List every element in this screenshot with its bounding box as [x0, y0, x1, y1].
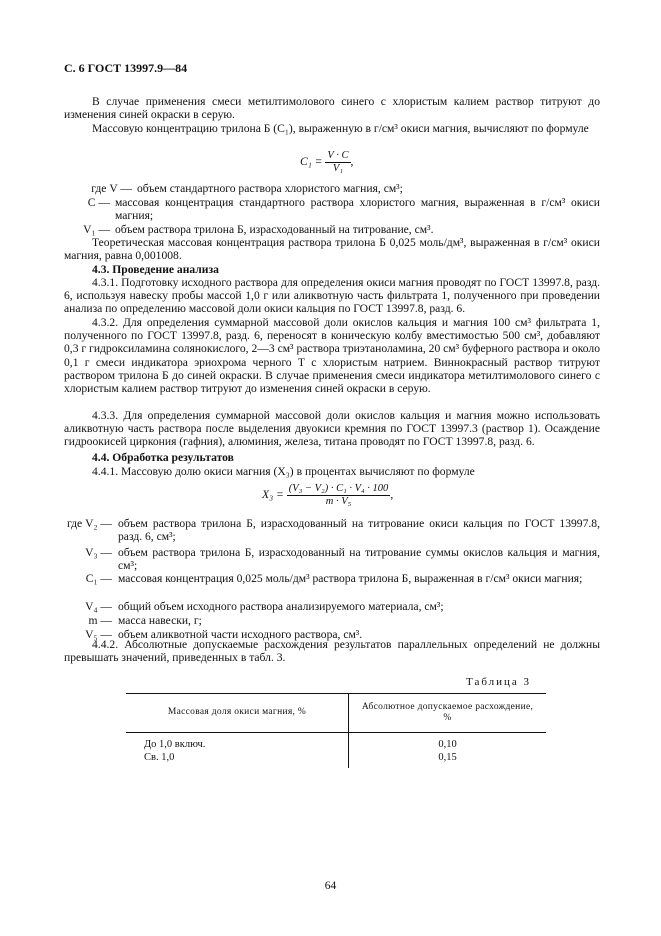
formula-x3 [262, 483, 393, 508]
def-text: объем раствора трилона Б, израсходованный на титрование суммы окислов кальция и магния, см³; [118, 546, 600, 573]
def-text: объем раствора трилона Б, израсходованный на титрование окиси кальция по ГОСТ 13997.8, разд. 6, см³; [118, 517, 600, 544]
tolerance-table [126, 693, 546, 768]
formula-c1-numerator: V · C [327, 150, 349, 161]
def-text: объем стандартного раствора хлористого магния, см³; [137, 182, 403, 195]
page-number: 64 [324, 880, 337, 892]
table-cell-range: Св. 1,0 [126, 751, 349, 768]
def-text: масса навески, г; [118, 614, 202, 627]
paragraph-4-3-1: 4.3.1. Подготовку исходного раствора для определения окиси магния проводят по ГОСТ 13997.8, разд. 6, используя навеску пробы массой 1,0 г или аликвотную часть фильтрата 1, полученного при проведении анализа по определению массовой доли окиси кальция по ГОСТ 13997.8, разд. 6. [64, 276, 600, 316]
formula-c1-tail: , [350, 155, 354, 169]
def-symbol: V₅ — [85, 628, 112, 641]
def-symbol: где V₂ — [66, 517, 112, 530]
paragraph-4-4-1: 4.4.1. Массовую долю окиси магния (X₃) в процентах вычисляют по формуле [92, 465, 475, 478]
paragraph-indicator-note: В случае применения смеси метилтимолового синего с хлористым калием раствор титруют до изменения синей окраски в серую. [64, 95, 600, 122]
def-symbol: m — [88, 614, 112, 627]
def-text: объем аликвотной части исходного раствора, см³. [118, 628, 363, 641]
section-4-3-heading: 4.3. Проведение анализа [92, 263, 219, 276]
formula-x3-lhs: X₃ = [262, 488, 284, 502]
table-cell-range: До 1,0 включ. [126, 733, 349, 752]
section-4-4-heading: 4.4. Обработка результатов [92, 451, 234, 464]
def-text: массовая концентрация 0,025 моль/дм³ раствора трилона Б, выраженная в г/см³ окиси магния; [118, 572, 583, 585]
def-text: общий объем исходного раствора анализируемого материала, см³; [118, 600, 444, 613]
table-header-col2: Абсолютное допускаемое расхождение, % [361, 702, 534, 723]
table-cell-value: 0,10 [438, 739, 457, 750]
def-text: объем раствора трилона Б, израсходованный на титрование, см³. [115, 223, 434, 236]
table-header-col1: Массовая доля окиси магния, % [126, 694, 349, 733]
paragraph-4-3-2: 4.3.2. Для определения суммарной массовой доли окислов кальция и магния 100 см³ фильтрата 1, полученного по ГОСТ 13997.8, разд. 6, переносят в коническую колбу вместимостью 500 см³, добавляют 0,3 г гидроксиламина солянокислого, 2—3 см³ раствора триэтаноламина, 20 см³ буферного раствора и около 0,1 г смеси индикатора эриохрома черного Т с хлористым натрием. Виннокрасный раствор титруют раствором трилона Б до синей окраски. В случае применения смеси индикатора метилтимолового синего с хлористым калием раствор титруют до изменения синей окраски в серую. [64, 316, 600, 396]
formula-x3-tail: , [390, 488, 394, 502]
paragraph-4-3-3: 4.3.3. Для определения суммарной массовой доли окислов кальция и магния можно использовать аликвотную часть раствора после выделения двуокиси кремния по ГОСТ 13997.3 (раствор 1). Осаждение гидроокисей циркония (гафния), алюминия, железа, титана проводят по ГОСТ 13997.8, разд. 6. [64, 409, 600, 449]
table-row [126, 751, 546, 768]
def-symbol: где V — [91, 182, 132, 195]
formula-c1 [300, 150, 353, 175]
definitions-formula-c1 [64, 182, 600, 242]
page-header: С. 6 ГОСТ 13997.9—84 [64, 61, 188, 75]
paragraph-theoretical-concentration: Теоретическая массовая концентрация раствора трилона Б 0,025 моль/дм³, выраженная в г/см³ окиси магния, равна 0,001008. [64, 236, 600, 263]
def-symbol: V₁ — [83, 223, 110, 236]
table-cell-value: 0,15 [438, 752, 457, 764]
def-symbol: C — [87, 196, 110, 209]
table-caption: Таблица 3 [466, 676, 532, 688]
def-symbol: V₄ — [85, 600, 112, 613]
formula-c1-denominator: V₁ [332, 163, 343, 174]
def-symbol: V₃ — [85, 546, 112, 559]
paragraph-4-4-2: 4.4.2. Абсолютные допускаемые расхождения результатов параллельных определений не должны превышать значений, приведенных в табл. 3. [64, 638, 600, 665]
def-text: массовая концентрация стандартного раствора хлористого магния, выраженная в г/см³ окиси магния; [115, 196, 600, 223]
table-row [126, 733, 546, 752]
def-symbol: C₁ — [85, 572, 112, 585]
formula-c1-lhs: C₁ = [300, 155, 323, 169]
formula-x3-denominator: m · V₅ [325, 496, 352, 507]
paragraph-trilon-concentration-intro: Массовую концентрацию трилона Б (C₁), выраженную в г/см³ окиси магния, вычисляют по формуле [92, 122, 589, 135]
definitions-formula-x3 [64, 517, 600, 642]
table-header-row [126, 694, 546, 733]
formula-x3-numerator: (V₃ − V₂) · C₁ · V₄ · 100 [288, 483, 389, 494]
